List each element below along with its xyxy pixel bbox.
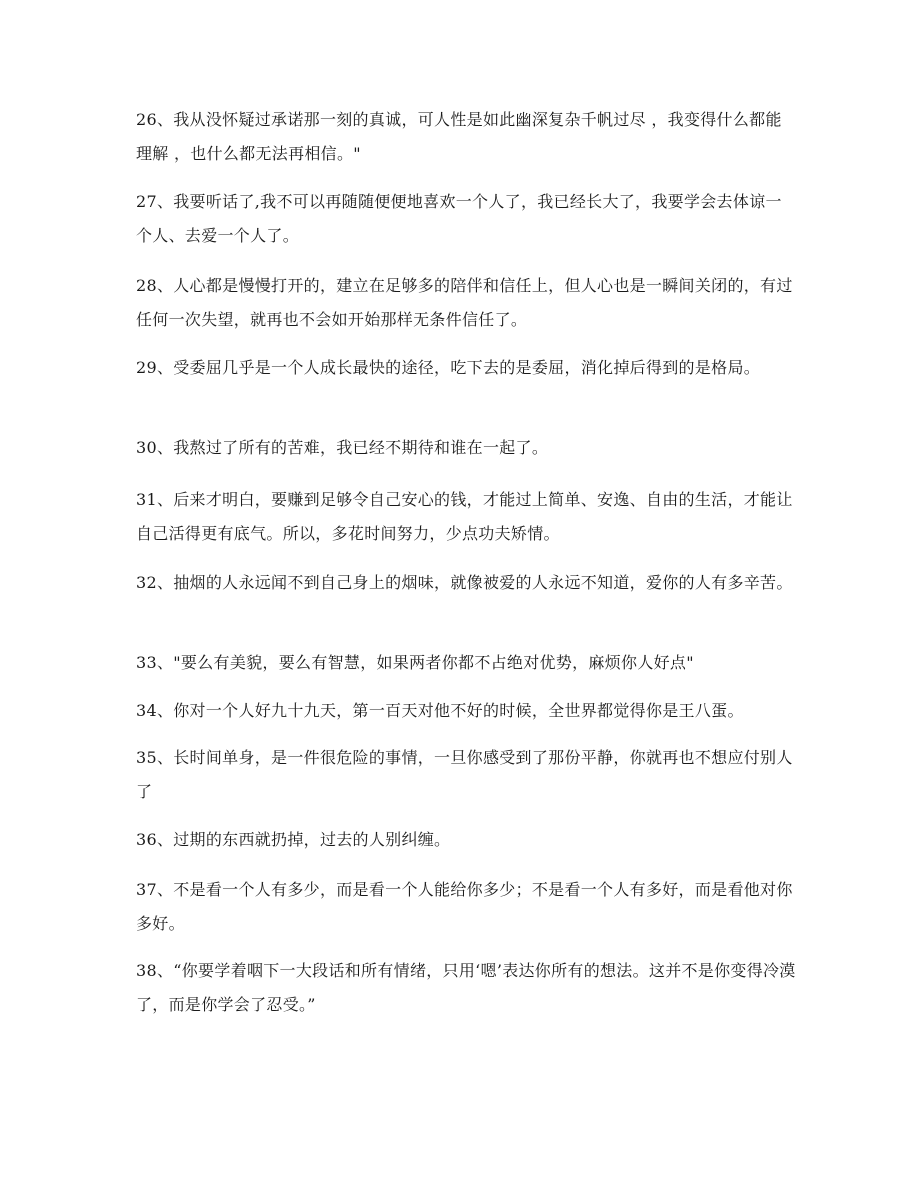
quote-32: 32、抽烟的人永远闻不到自己身上的烟味，就像被爱的人永远不知道，爱你的人有多辛苦。 (136, 573, 793, 592)
quote-30: 30、我熬过了所有的苦难，我已经不期待和谁在一起了。 (136, 438, 549, 457)
quote-38: 38、“你要学着咽下一大段话和所有情绪，只用‘嗯’表达你所有的想法。这并不是你变得冷漠了，而是你学会了忍受。” (136, 961, 796, 1014)
quote-27: 27、我要听话了,我不可以再随随便便地喜欢一个人了，我已经长大了，我要学会去体谅一个人、去爱一个人了。 (136, 192, 782, 245)
quote-37: 37、不是看一个人有多少，而是看一个人能给你多少；不是看一个人有多好，而是看他对你多好。 (136, 880, 793, 933)
quote-26: 26、我从没怀疑过承诺那一刻的真诚，可人性是如此幽深复杂千帆过尽 ，我变得什么都能理解 ，也什么都无法再相信。" (136, 110, 782, 163)
quote-35: 35、长时间单身，是一件很危险的事情，一旦你感受到了那份平静，你就再也不想应付别人了 (136, 748, 793, 801)
quote-29: 29、受委屈几乎是一个人成长最快的途径，吃下去的是委屈，消化掉后得到的是格局。 (136, 358, 761, 377)
quote-33: 33、"要么有美貌，要么有智慧，如果两者你都不占绝对优势，麻烦你人好点" (136, 653, 694, 672)
quote-31: 31、后来才明白，要赚到足够令自己安心的钱，才能过上简单、安逸、自由的生活，才能让自己活得更有底气。所以，多花时间努力，少点功夫矫情。 (136, 490, 793, 543)
quote-34: 34、你对一个人好九十九天，第一百天对他不好的时候，全世界都觉得你是王八蛋。 (136, 701, 744, 720)
quote-28: 28、人心都是慢慢打开的，建立在足够多的陪伴和信任上，但人心也是一瞬间关闭的，有过任何一次失望，就再也不会如开始那样无条件信任了。 (136, 276, 793, 329)
quote-36: 36、过期的东西就扔掉，过去的人别纠缠。 (136, 830, 451, 849)
